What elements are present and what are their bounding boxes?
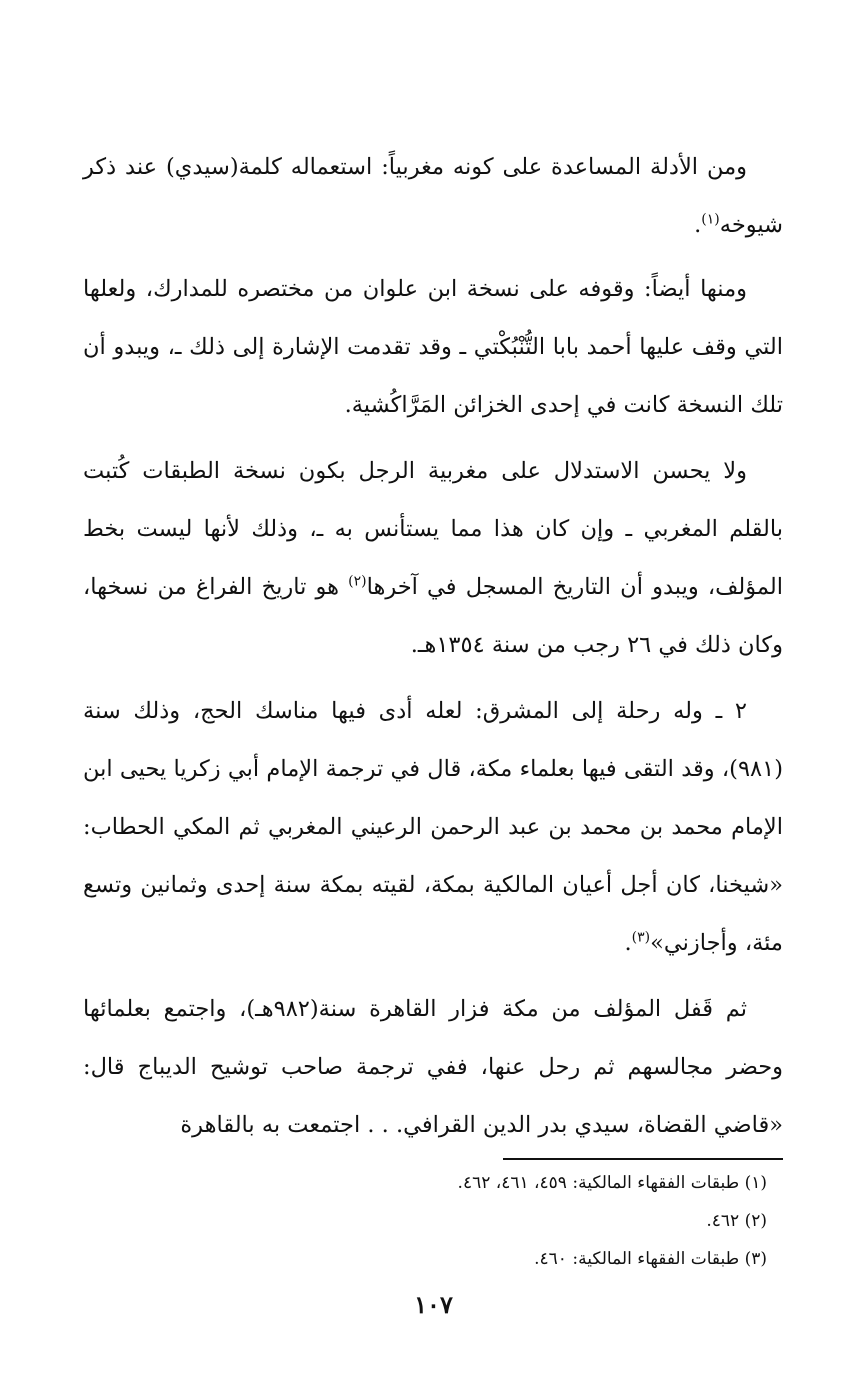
- paragraph-3-text: ولا يحسن الاستدلال على مغربية الرجل بكون نسخة الطبقات كُتبت بالقلم المغربي ـ وإن كان هذا مما يستأنس به ـ، وذلك لأنها ليست بخط المؤلف، ويبدو أن التاريخ المسجل في آخرها: [83, 458, 784, 600]
- paragraph-4-text: ٢ ـ وله رحلة إلى المشرق: لعله أدى فيها مناسك الحج، وذلك سنة (٩٨١)، وقد التقى فيها بعلماء مكة، قال في ترجمة الإمام أبي زكريا يحيى ابن الإمام محمد بن محمد بن عبد الرحمن الرعيني المغربي ثم المكي الحطاب: «شيخنا، كان أجل أعيان المالكية بمكة، لقيته بمكة سنة إحدى وثمانين وتسع مئة، وأجازني»: [83, 698, 783, 956]
- paragraph-5: ثم قَفل المؤلف من مكة فزار القاهرة سنة(٩٨٢هـ)، واجتمع بعلمائها وحضر مجالسهم ثم رحل عنها، ففي ترجمة صاحب توشيح الديباج قال: «قاضي القضاة، سيدي بدر الدين القرافي. . . اجتمعت به بالقاهرة: [83, 996, 783, 1138]
- main-text: [83, 138, 783, 1162]
- paragraph-1: [83, 138, 783, 254]
- footnote-3: (٣) طبقات الفقهاء المالكية: ٤٦٠.: [534, 1249, 767, 1269]
- paragraph-1-tail: .: [694, 212, 702, 238]
- paragraph-4: [83, 682, 783, 972]
- paragraph-3-tail: هو تاريخ الفراغ من نسخها، وكان ذلك في ٢٦ رجب من سنة ١٣٥٤هـ.: [83, 574, 783, 658]
- footnotes: [87, 1164, 767, 1278]
- footnote-2: (٢) ٤٦٢.: [706, 1211, 767, 1231]
- footnote-1: (١) طبقات الفقهاء المالكية: ٤٥٩، ٤٦١، ٤٦٢.: [457, 1173, 767, 1193]
- paragraph-2: ومنها أيضاً: وقوفه على نسخة ابن علوان من مختصره للمدارك، ولعلها التي وقف عليها أحمد بابا التُّنْبُكْتي ـ وقد تقدمت الإشارة إلى ذلك ـ، ويبدو أن تلك النسخة كانت في إحدى الخزائن المَرَّاكُشية.: [83, 276, 783, 418]
- footnote-ref-2: (٢): [348, 573, 367, 590]
- page-number: ١٠٧: [414, 1290, 453, 1319]
- footnote-ref-1: (١): [701, 211, 720, 228]
- paragraph-1-text: ومن الأدلة المساعدة على كونه مغربياً: استعماله كلمة(سيدي) عند ذكر شيوخه: [83, 154, 783, 238]
- paragraph-3: [83, 442, 783, 674]
- footnote-divider: [503, 1158, 783, 1160]
- footnote-ref-3: (٣): [631, 929, 651, 946]
- paragraph-4-tail: .: [624, 930, 632, 956]
